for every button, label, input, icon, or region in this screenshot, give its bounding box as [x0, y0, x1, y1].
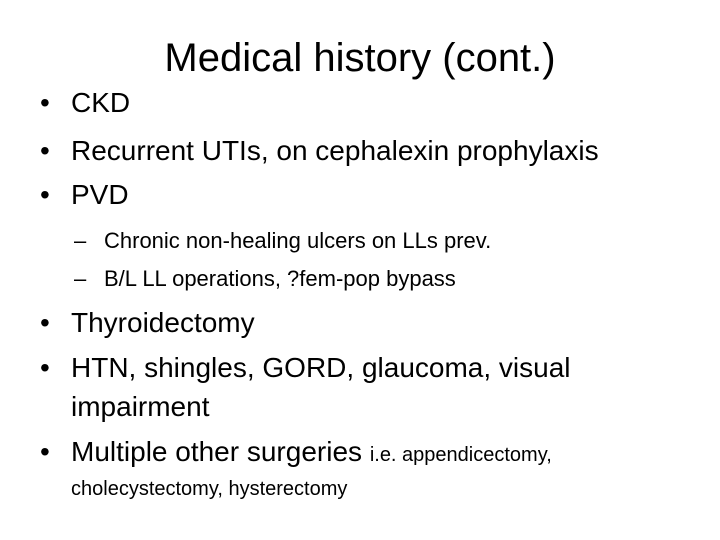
bullet-text: CKD	[71, 87, 131, 118]
bullet-text: Thyroidectomy	[71, 307, 255, 338]
slide-title: Medical history (cont.)	[164, 36, 556, 80]
sub-bullet-text: B/L LL operations, ?fem-pop bypass	[104, 266, 456, 291]
bullet-text	[71, 435, 552, 472]
dash-symbol: –	[74, 266, 87, 291]
bullet-symbol: •	[40, 352, 50, 383]
bullet-text: HTN, shingles, GORD, glaucoma, visual	[71, 352, 571, 383]
bullet-text: impairment	[71, 391, 210, 422]
bullet-symbol: •	[40, 436, 50, 467]
bullet-text: cholecystectomy, hysterectomy	[71, 478, 348, 500]
bullet-main-text: Multiple other surgeries	[71, 436, 363, 467]
sub-bullet-text: Chronic non-healing ulcers on LLs prev.	[104, 228, 492, 253]
bullet-symbol: •	[40, 307, 50, 338]
bullet-symbol: •	[40, 179, 50, 210]
bullet-text: Recurrent UTIs, on cephalexin prophylaxis	[71, 135, 599, 166]
bullet-text: PVD	[71, 179, 129, 210]
dash-symbol: –	[74, 228, 87, 253]
bullet-symbol: •	[40, 135, 50, 166]
bullet-small-text: i.e. appendicectomy,	[369, 444, 552, 466]
bullet-symbol: •	[40, 87, 50, 118]
